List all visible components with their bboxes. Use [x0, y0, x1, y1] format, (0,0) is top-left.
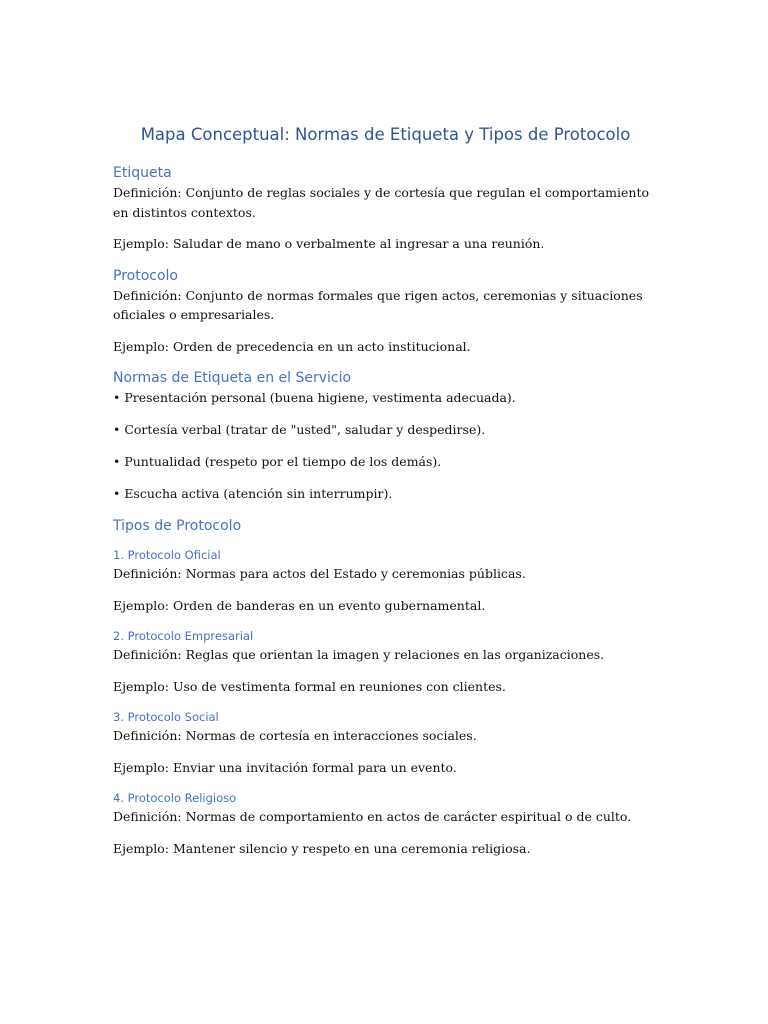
section-protocolo [113, 266, 658, 357]
list-item: • Puntualidad (respeto por el tiempo de los demás). [113, 454, 442, 469]
empresarial-ejemplo: Ejemplo: Uso de vestimenta formal en reuniones con clientes. [113, 678, 506, 694]
social-ejemplo: Ejemplo: Enviar una invitación formal para un evento. [113, 759, 457, 775]
etiqueta-ejemplo: Ejemplo: Saludar de mano o verbalmente al ingresar a una reunión. [113, 236, 545, 251]
social-definicion: Definición: Normas de cortesía en interacciones sociales. [113, 728, 477, 743]
protocolo-ejemplo: Ejemplo: Orden de precedencia en un acto institucional. [113, 338, 471, 354]
religioso-ejemplo: Ejemplo: Mantener silencio y respeto en una ceremonia religiosa. [113, 840, 531, 856]
list-item: • Escucha activa (atención sin interrumpir). [113, 486, 393, 501]
religioso-definicion: Definición: Normas de comportamiento en actos de carácter espiritual o de culto. [113, 809, 632, 824]
heading-etiqueta: Etiqueta [113, 165, 172, 181]
protocolo-empresarial [113, 627, 658, 696]
heading-protocolo-social: 3. Protocolo Social [113, 710, 219, 724]
section-tipos [113, 516, 658, 858]
etiqueta-definicion: Definición: Conjunto de reglas sociales y de cortesía que regulan el comportamiento en distintos contextos. [113, 185, 650, 220]
oficial-definicion: Definición: Normas para actos del Estado y ceremonias públicas. [113, 566, 526, 581]
oficial-ejemplo: Ejemplo: Orden de banderas en un evento gubernamental. [113, 597, 486, 613]
heading-protocolo-empresarial: 2. Protocolo Empresarial [113, 629, 254, 643]
section-normas [113, 368, 658, 504]
page-title: Mapa Conceptual: Normas de Etiqueta y Tipos de Protocolo [140, 125, 631, 144]
protocolo-social [113, 708, 658, 777]
heading-protocolo: Protocolo [113, 267, 178, 284]
heading-tipos: Tipos de Protocolo [113, 518, 242, 534]
protocolo-oficial [113, 546, 658, 615]
heading-protocolo-oficial: 1. Protocolo Oficial [113, 548, 221, 562]
list-item: • Presentación personal (buena higiene, vestimenta adecuada). [113, 390, 516, 405]
section-etiqueta [113, 163, 658, 254]
heading-protocolo-religioso: 4. Protocolo Religioso [113, 791, 237, 805]
list-item: • Cortesía verbal (tratar de "usted", saludar y despedirse). [113, 422, 486, 437]
protocolo-definicion: Definición: Conjunto de normas formales que rigen actos, ceremonias y situaciones oficiales o empresariales. [113, 287, 643, 322]
heading-normas: Normas de Etiqueta en el Servicio [113, 370, 352, 386]
protocolo-religioso [113, 789, 658, 858]
empresarial-definicion: Definición: Reglas que orientan la imagen y relaciones en las organizaciones. [113, 647, 605, 662]
